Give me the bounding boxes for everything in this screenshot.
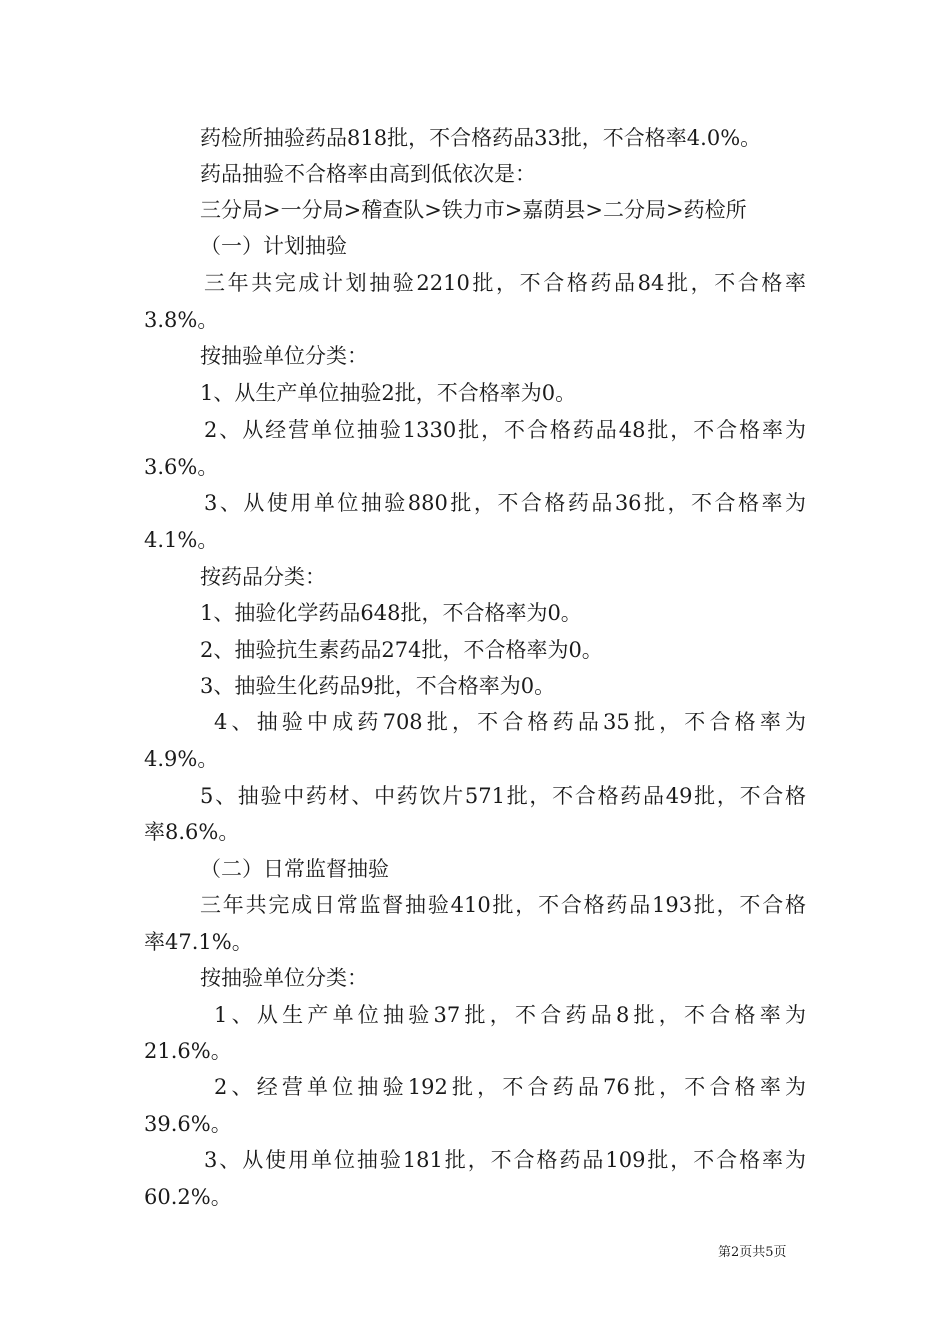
list-item: 3、抽验生化药品9批，不合格率为0。 (200, 674, 556, 698)
paragraph-line: 药品抽验不合格率由高到低依次是： (200, 162, 536, 186)
list-item: 4、抽验中成药708批，不合格药品35批，不合格率为 (214, 710, 806, 734)
paragraph-line: 21.6%。 (144, 1039, 232, 1063)
paragraph-line: 3.6%。 (144, 455, 219, 479)
list-item: 2、从经营单位抽验1330批，不合格药品48批，不合格率为 (204, 418, 806, 442)
list-item: 1、从生产单位抽验2批，不合格率为0。 (200, 381, 577, 405)
paragraph-line: 按抽验单位分类： (200, 966, 368, 990)
paragraph-line: 3.8%。 (144, 308, 219, 332)
paragraph-line: 4.9%。 (144, 747, 219, 771)
list-item: 5、抽验中药材、中药饮片571批，不合格药品49批，不合格 (200, 784, 806, 808)
section-heading: （一）计划抽验 (200, 234, 347, 258)
paragraph-line: 4.1%。 (144, 528, 219, 552)
paragraph-line: 率47.1%。 (144, 930, 253, 954)
section-heading: （二）日常监督抽验 (200, 857, 389, 881)
list-item: 1、从生产单位抽验37批，不合药品8批，不合格率为 (214, 1003, 806, 1027)
list-item: 3、从使用单位抽验880批，不合格药品36批，不合格率为 (204, 491, 806, 515)
paragraph-line: 率8.6%。 (144, 820, 240, 844)
paragraph-line: 按抽验单位分类： (200, 344, 368, 368)
paragraph-line: 三年共完成日常监督抽验410批，不合格药品193批，不合格 (200, 893, 806, 917)
paragraph-line: 按药品分类： (200, 565, 326, 589)
paragraph-line: 药检所抽验药品818批，不合格药品33批，不合格率4.0%。 (200, 126, 762, 150)
list-item: 3、从使用单位抽验181批，不合格药品109批，不合格率为 (204, 1148, 806, 1172)
list-item: 1、抽验化学药品648批，不合格率为0。 (200, 601, 582, 625)
list-item: 2、经营单位抽验192批，不合药品76批，不合格率为 (214, 1075, 806, 1099)
paragraph-line: 39.6%。 (144, 1112, 232, 1136)
paragraph-line: 三分局>一分局>稽查队>铁力市>嘉荫县>二分局>药检所 (200, 198, 747, 222)
paragraph-line: 60.2%。 (144, 1185, 232, 1209)
list-item: 2、抽验抗生素药品274批，不合格率为0。 (200, 638, 603, 662)
paragraph-line: 三年共完成计划抽验2210批，不合格药品84批，不合格率 (204, 271, 806, 295)
page-number: 第2页共5页 (718, 1245, 787, 1260)
